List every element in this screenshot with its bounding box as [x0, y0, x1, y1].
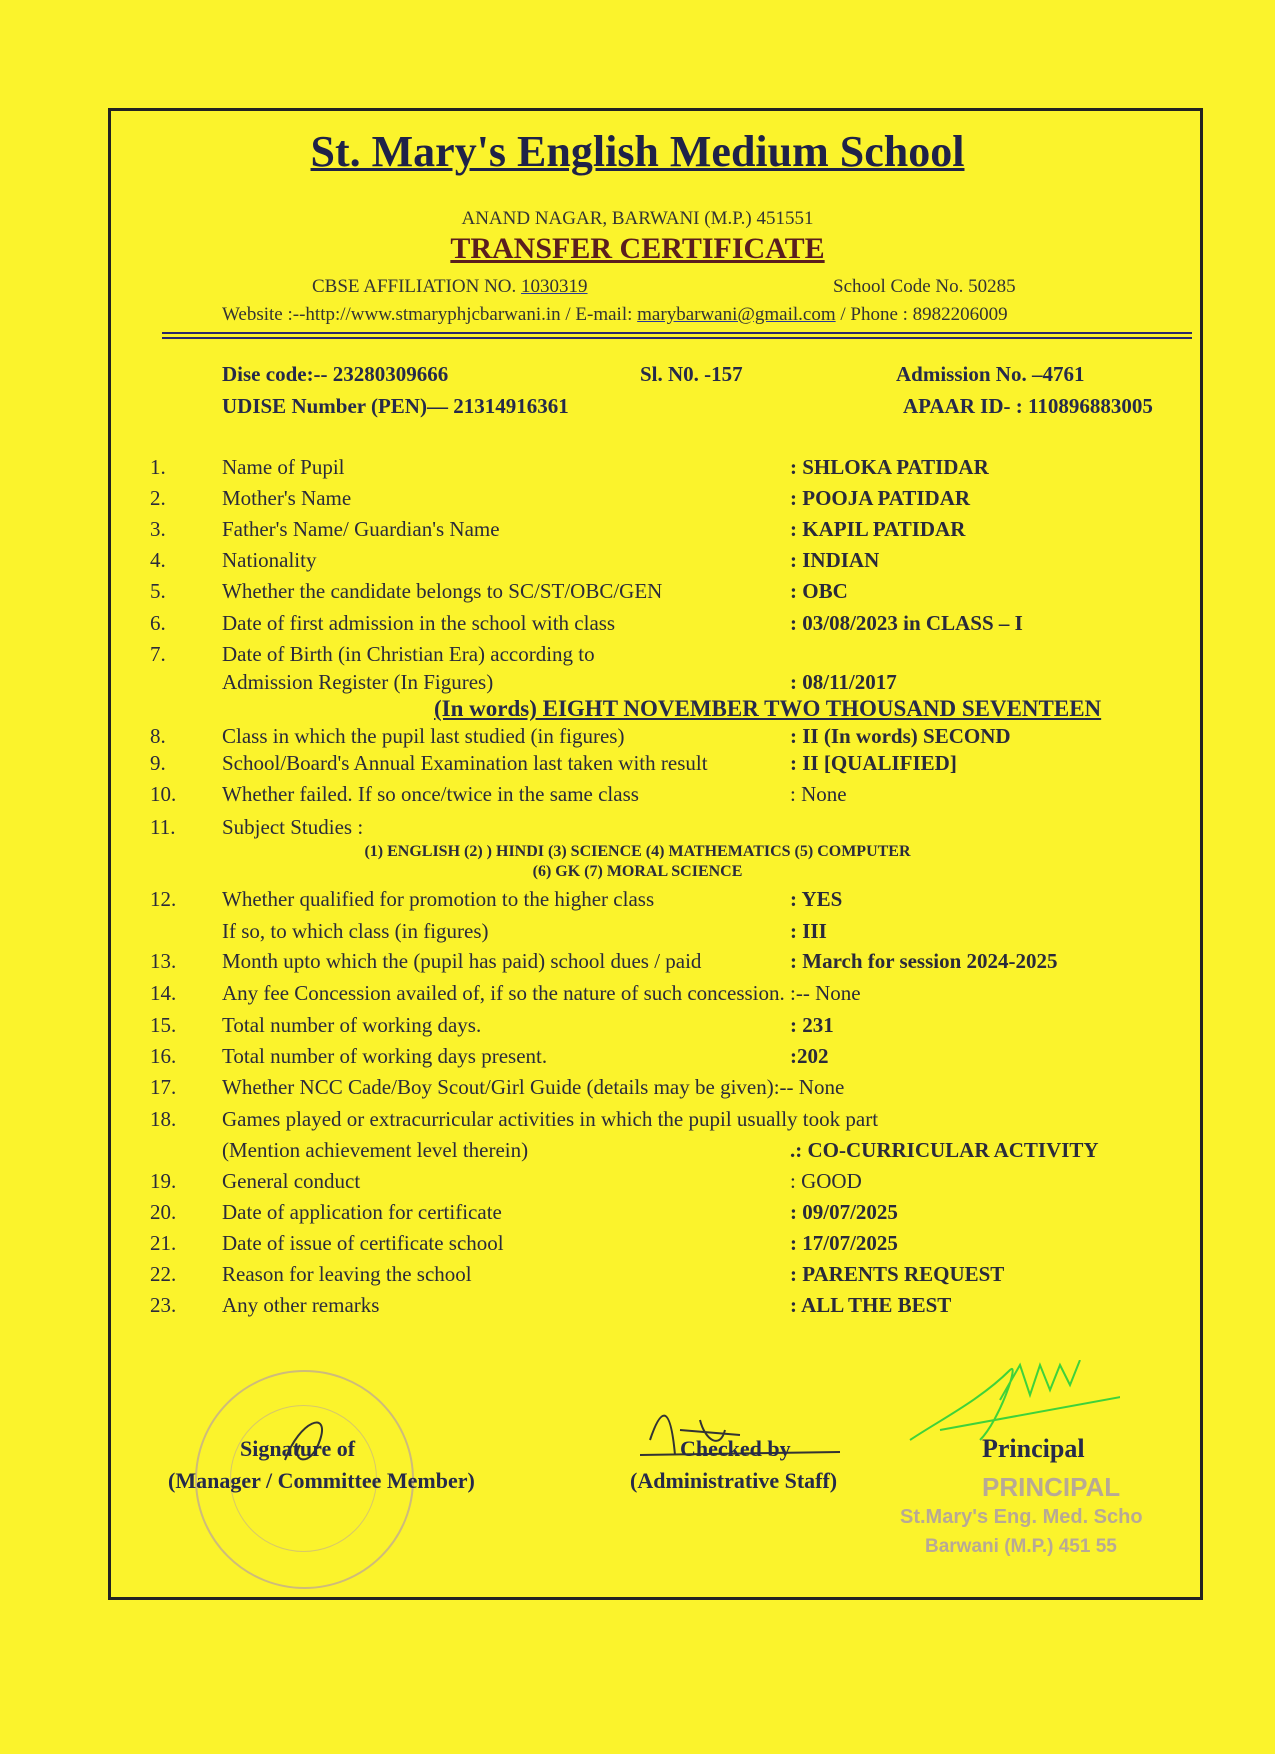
- field-row: [0, 1138, 1275, 1168]
- field-number: 6.: [150, 611, 166, 635]
- field-value: : SHLOKA PATIDAR: [790, 455, 989, 479]
- field-label: Date of Birth (in Christian Era) according to: [222, 642, 595, 666]
- field-value: : 03/08/2023 in CLASS – I: [790, 611, 1023, 635]
- field-value: : GOOD: [790, 1169, 862, 1193]
- website: Website :--http://www.stmaryphjcbarwani.in / E-mail:: [222, 304, 638, 325]
- field-number: 3.: [150, 517, 166, 541]
- field-row: [0, 486, 1275, 516]
- field-number: 20.: [150, 1200, 177, 1224]
- field-value: : INDIAN: [790, 548, 880, 572]
- field-value: : II (In words) SECOND: [790, 724, 1011, 748]
- field-row: [0, 724, 1275, 754]
- field-label: (Mention achievement level therein): [222, 1138, 529, 1162]
- field-number: 21.: [150, 1231, 177, 1255]
- field-label: Whether qualified for promotion to the higher class: [222, 887, 655, 911]
- field-number: 18.: [150, 1107, 177, 1131]
- field-number: 15.: [150, 1013, 177, 1037]
- field-label: Month upto which the (pupil has paid) school dues / paid: [222, 949, 702, 973]
- school-code: School Code No. 50285: [833, 276, 1016, 297]
- admin-staff-designation: (Administrative Staff): [630, 1468, 838, 1493]
- field-label: Any other remarks: [222, 1293, 380, 1317]
- subjects-line-1: (1) ENGLISH (2) ) HINDI (3) SCIENCE (4) MATHEMATICS (5) COMPUTER: [364, 843, 911, 860]
- subjects-line-2: (6) GK (7) MORAL SCIENCE: [532, 863, 743, 880]
- field-row: [0, 1169, 1275, 1199]
- phone: / Phone : 8982206009: [835, 304, 1008, 325]
- signature-marks: [180, 1360, 1120, 1480]
- field-row: [0, 1262, 1275, 1292]
- field-number: 8.: [150, 724, 166, 748]
- field-label: Class in which the pupil last studied (in figures): [222, 724, 625, 748]
- field-label: Date of issue of certificate school: [222, 1231, 504, 1255]
- field-label: General conduct: [222, 1169, 361, 1193]
- apaar-id: APAAR ID- : 110896883005: [903, 394, 1153, 418]
- field-label: Subject Studies :: [222, 815, 364, 839]
- affiliation: CBSE AFFILIATION NO. 1030319: [312, 276, 588, 297]
- field-value: : ALL THE BEST: [790, 1293, 952, 1317]
- field-row: [0, 1293, 1275, 1323]
- dob-in-words: (In words) EIGHT NOVEMBER TWO THOUSAND SEVENTEEN: [434, 696, 1102, 721]
- field-row: [0, 815, 1275, 845]
- field-label: Date of first admission in the school with class: [222, 611, 616, 635]
- field-row: [0, 1075, 1275, 1105]
- field-value: : March for session 2024-2025: [790, 949, 1058, 973]
- dise-code: Dise code:-- 23280309666: [222, 362, 449, 386]
- field-value: : III: [790, 919, 827, 943]
- field-row: [0, 782, 1275, 812]
- field-label: Any fee Concession availed of, if so the nature of such concession. :-- None: [222, 981, 861, 1005]
- field-row: [0, 919, 1275, 949]
- field-row: [0, 981, 1275, 1011]
- field-number: 1.: [150, 455, 166, 479]
- field-label: Father's Name/ Guardian's Name: [222, 517, 500, 541]
- field-row: [0, 1231, 1275, 1261]
- principal-label: Principal: [982, 1434, 1085, 1463]
- field-row: [0, 949, 1275, 979]
- field-value: : 09/07/2025: [790, 1200, 898, 1224]
- field-number: 13.: [150, 949, 177, 973]
- field-number: 12.: [150, 887, 177, 911]
- field-label: Nationality: [222, 548, 317, 572]
- principal-stamp-school: St.Mary's Eng. Med. Scho: [900, 1506, 1143, 1528]
- field-value: : None: [790, 782, 847, 806]
- field-number: 9.: [150, 751, 166, 775]
- field-row: [0, 579, 1275, 609]
- field-value: : KAPIL PATIDAR: [790, 517, 966, 541]
- field-value: : II [QUALIFIED]: [790, 751, 957, 775]
- field-row: [0, 887, 1275, 917]
- field-number: 22.: [150, 1262, 177, 1286]
- manager-signature-label: Signature of: [240, 1436, 356, 1461]
- field-number: 23.: [150, 1293, 177, 1317]
- field-row: [0, 517, 1275, 547]
- field-label: School/Board's Annual Examination last taken with result: [222, 751, 708, 775]
- field-number: 17.: [150, 1075, 177, 1099]
- field-row: [0, 751, 1275, 781]
- field-value: : 17/07/2025: [790, 1231, 898, 1255]
- school-name: St. Mary's English Medium School: [310, 127, 965, 176]
- field-label: Whether failed. If so once/twice in the same class: [222, 782, 639, 806]
- field-label: Date of application for certificate: [222, 1200, 502, 1224]
- field-value: .: CO-CURRICULAR ACTIVITY: [790, 1138, 1099, 1162]
- principal-stamp: PRINCIPAL: [982, 1472, 1121, 1502]
- field-row: [0, 642, 1275, 672]
- affiliation-number: 1030319: [521, 276, 588, 297]
- field-number: 2.: [150, 486, 166, 510]
- field-label: Total number of working days.: [222, 1013, 482, 1037]
- field-value: : 231: [790, 1013, 834, 1037]
- field-number: 11.: [150, 815, 176, 839]
- manager-designation: (Manager / Committee Member): [168, 1468, 475, 1493]
- admission-number: Admission No. –4761: [896, 362, 1085, 386]
- field-label: Reason for leaving the school: [222, 1262, 472, 1286]
- field-number: 4.: [150, 548, 166, 572]
- field-row: [0, 548, 1275, 578]
- field-row: [0, 1013, 1275, 1043]
- field-row: [0, 611, 1275, 641]
- field-value: : PARENTS REQUEST: [790, 1262, 1005, 1286]
- field-number: 14.: [150, 981, 177, 1005]
- field-value: : 08/11/2017: [790, 670, 897, 694]
- field-label: Games played or extracurricular activities in which the pupil usually took part: [222, 1107, 879, 1131]
- serial-number: Sl. N0. -157: [640, 362, 743, 386]
- field-row: [0, 1200, 1275, 1230]
- field-value: : YES: [790, 887, 843, 911]
- field-row: [0, 455, 1275, 485]
- field-number: 16.: [150, 1044, 177, 1068]
- field-row: [0, 1107, 1275, 1137]
- field-value: : OBC: [790, 579, 848, 603]
- school-address: ANAND NAGAR, BARWANI (M.P.) 451551: [461, 208, 814, 229]
- checked-by-label: Checked by: [680, 1436, 791, 1461]
- field-value: :202: [790, 1044, 829, 1068]
- field-number: 5.: [150, 579, 166, 603]
- principal-stamp-address: Barwani (M.P.) 451 55: [925, 1536, 1117, 1557]
- field-label: Mother's Name: [222, 486, 352, 510]
- field-label: Whether the candidate belongs to SC/ST/OBC/GEN: [222, 579, 663, 603]
- field-value: : POOJA PATIDAR: [790, 486, 971, 510]
- field-label: Whether NCC Cade/Boy Scout/Girl Guide (details may be given):-- None: [222, 1075, 845, 1099]
- field-row: [0, 1044, 1275, 1074]
- contact-line: [222, 304, 1008, 326]
- field-number: 7.: [150, 642, 166, 666]
- certificate-title: TRANSFER CERTIFICATE: [450, 232, 825, 265]
- field-number: 10.: [150, 782, 177, 806]
- field-label: Name of Pupil: [222, 455, 345, 479]
- field-number: 19.: [150, 1169, 177, 1193]
- field-label: Admission Register (In Figures): [222, 670, 494, 694]
- field-label: Total number of working days present.: [222, 1044, 548, 1068]
- field-label: If so, to which class (in figures): [222, 919, 489, 943]
- udise-number: UDISE Number (PEN)— 21314916361: [222, 394, 569, 418]
- email-link[interactable]: marybarwani@gmail.com: [637, 304, 836, 325]
